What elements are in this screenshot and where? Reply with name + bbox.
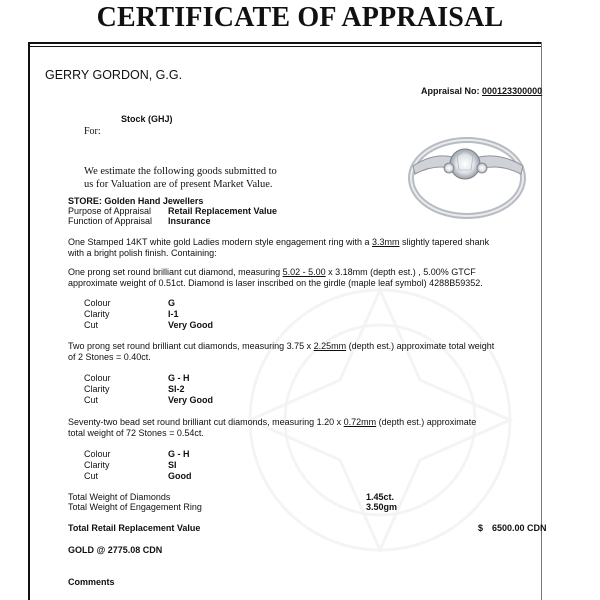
intro-line-2: us for Valuation are of present Market Value. [84, 178, 273, 190]
appraisal-number [421, 86, 542, 97]
bead-diamonds-text: Seventy-two bead set round brilliant cut diamonds, measuring 1.20 x [68, 417, 344, 427]
grade-value-colour-3: G - H [168, 449, 190, 459]
function-value: Insurance [168, 216, 211, 226]
side-diamonds-text: Two prong set round brilliant cut diamonds, measuring 3.75 x [68, 341, 314, 351]
purpose-value: Retail Replacement Value [168, 206, 278, 216]
intro-text [84, 166, 277, 191]
total-retail-value-label: Total Retail Replacement Value [68, 523, 201, 533]
grade-label-cut-3: Cut [84, 471, 99, 481]
side-diamonds-description [68, 341, 494, 363]
center-diamond-diameter: 5.02 - 5.00 [282, 267, 326, 277]
intro-line-1: We estimate the following goods submitted to [84, 166, 277, 177]
side-diamonds-depth: 2.25mm [313, 341, 347, 351]
center-diamond-text: One prong set round brilliant cut diamond, measuring [68, 267, 283, 277]
appraisal-number-value: 000123300000 [482, 86, 543, 96]
total-retail-value: 6500.00 CDN [492, 523, 547, 533]
grade-value-cut-3: Good [168, 471, 192, 481]
grade-value-clarity-1: I-1 [168, 309, 179, 319]
total-diamond-weight-label: Total Weight of Diamonds [68, 492, 171, 502]
grade-label-colour-1: Colour [84, 298, 111, 308]
frame-border-top-inner [30, 46, 542, 47]
gold-price: GOLD @ 2775.08 CDN [68, 545, 163, 555]
total-ring-weight-label: Total Weight of Engagement Ring [68, 502, 202, 512]
center-diamond-line-1 [68, 267, 483, 278]
bead-diamonds-line-1 [68, 417, 476, 428]
appraiser-name: GERRY GORDON, G.G. [45, 68, 183, 82]
center-diamond-description [68, 267, 483, 289]
grade-value-cut-2: Very Good [168, 395, 214, 405]
ring-description-text: One Stamped 14KT white gold Ladies modern style engagement ring with a [68, 237, 373, 247]
grade-label-clarity-3: Clarity [84, 460, 110, 470]
total-retail-currency: $ [478, 523, 484, 533]
grade-label-cut-2: Cut [84, 395, 99, 405]
grade-label-cut-1: Cut [84, 320, 99, 330]
comments-heading: Comments [68, 577, 115, 587]
total-ring-weight-value: 3.50gm [366, 502, 398, 512]
grade-label-clarity-1: Clarity [84, 309, 110, 319]
frame-border-right [541, 42, 542, 600]
ring-description-line-1 [68, 237, 489, 248]
ring-description [68, 237, 489, 259]
for-label: For: [84, 126, 101, 137]
bead-diamonds-depth: 0.72mm [343, 417, 377, 427]
ring-description-shank-width: 3.3mm [372, 237, 400, 247]
grade-label-colour-2: Colour [84, 373, 111, 383]
ring-photo [405, 118, 530, 228]
side-diamonds-text-end: (depth est.) approximate total weight [346, 341, 495, 351]
side-diamonds-line-1 [68, 341, 494, 352]
appraisal-number-label: Appraisal No: [421, 86, 480, 96]
bead-diamonds-text-end: (depth est.) approximate [376, 417, 477, 427]
for-value: Stock (GHJ) [121, 114, 173, 124]
certificate-title: CERTIFICATE OF APPRAISAL [96, 2, 504, 33]
grade-value-colour-2: G - H [168, 373, 190, 383]
side-diamonds-line-2: of 2 Stones = 0.40ct. [68, 352, 151, 362]
grade-label-clarity-2: Clarity [84, 384, 110, 394]
bead-diamonds-description [68, 417, 476, 439]
frame-border-top [28, 42, 542, 44]
grade-value-colour-1: G [168, 298, 176, 308]
grade-value-clarity-3: SI [168, 460, 177, 470]
frame-border-left [28, 42, 30, 600]
store-name: STORE: Golden Hand Jewellers [68, 196, 204, 206]
grade-value-cut-1: Very Good [168, 320, 214, 330]
bead-diamonds-line-2: total weight of 72 Stones = 0.54ct. [68, 428, 204, 438]
grade-value-clarity-2: SI-2 [168, 384, 185, 394]
grade-label-colour-3: Colour [84, 449, 111, 459]
function-label: Function of Appraisal [68, 216, 153, 226]
purpose-label: Purpose of Appraisal [68, 206, 152, 216]
center-diamond-text-end: x 3.18mm (depth est.) , 5.00% GTCF [325, 267, 476, 277]
center-diamond-line-2: approximate weight of 0.51ct. Diamond is laser inscribed on the girdle (maple leaf symbol) 4288B59352. [68, 278, 483, 288]
ring-description-text-end: slightly tapered shank [399, 237, 490, 247]
total-diamond-weight-value: 1.45ct. [366, 492, 395, 502]
ring-description-line-2: with a bright polish finish. Containing: [68, 248, 217, 258]
